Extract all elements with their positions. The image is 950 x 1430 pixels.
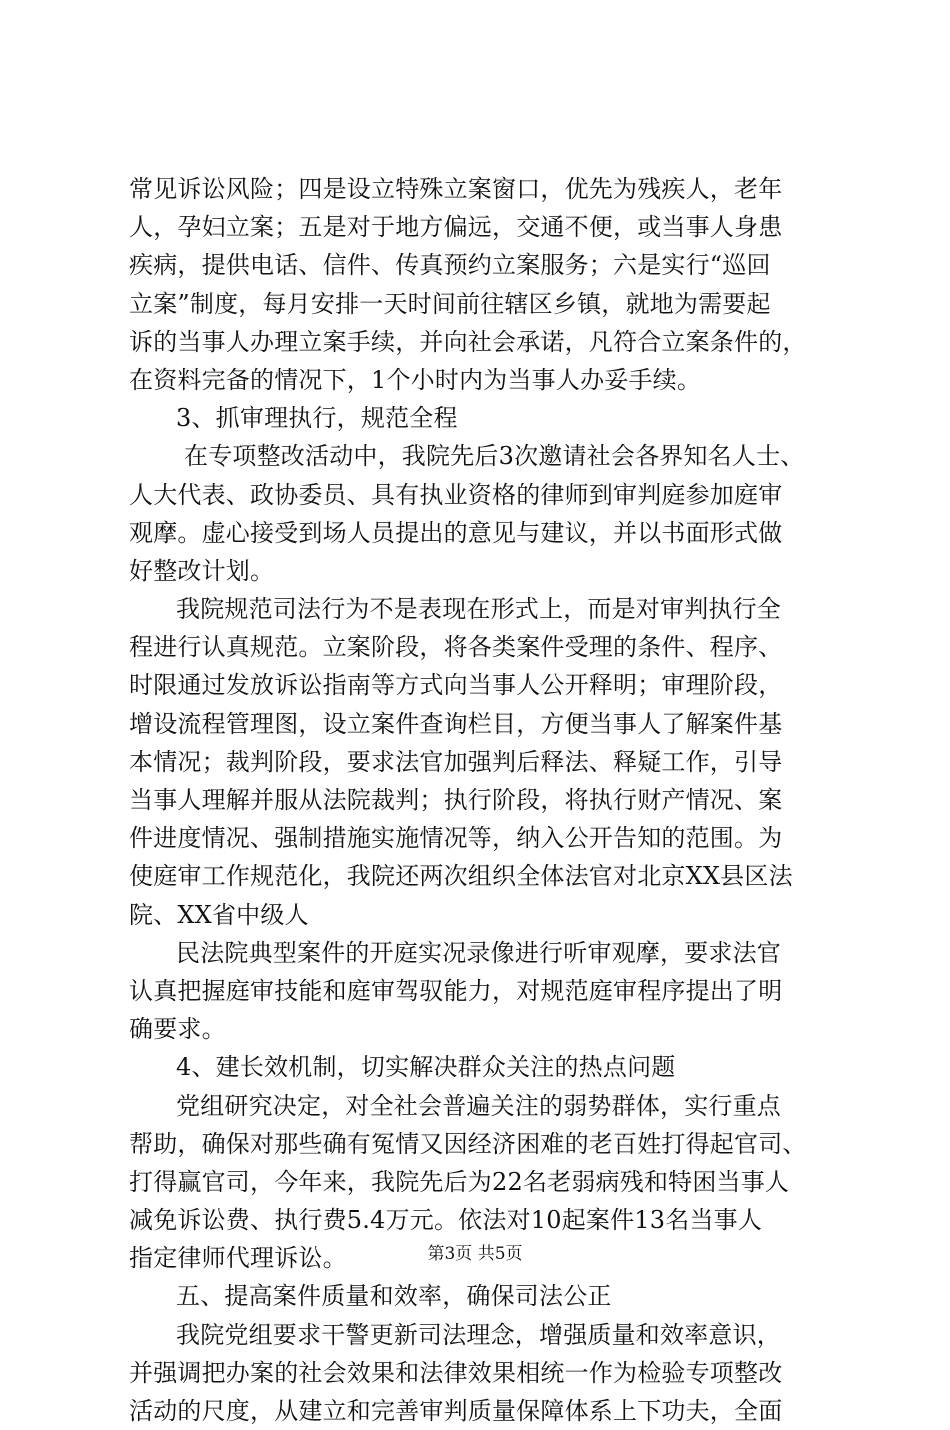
- text-line: 民法院典型案件的开庭实况录像进行听审观摩，要求法官: [176, 938, 781, 967]
- text-line: 确要求。: [129, 1015, 226, 1044]
- text-line: 在专项整改活动中，我院先后3次邀请社会各界知名人士、: [184, 442, 805, 471]
- page-number-footer: 第3页 共5页: [427, 1244, 523, 1264]
- text-line: 好整改计划。: [129, 556, 275, 585]
- text-line: 件进度情况、强制措施实施情况等，纳入公开告知的范围。为: [129, 824, 783, 853]
- text-line: 院、XX省中级人: [129, 900, 309, 929]
- text-line: 党组研究决定，对全社会普遍关注的弱势群体，实行重点: [176, 1091, 781, 1120]
- text-line: 诉的当事人办理立案手续，并向社会承诺，凡符合立案条件的，: [129, 327, 807, 356]
- text-line: 增设流程管理图，设立案件查询栏目，方便当事人了解案件基: [129, 709, 783, 738]
- text-line: 在资料完备的情况下，1个小时内为当事人办妥手续。: [129, 365, 702, 394]
- text-line: 程进行认真规范。立案阶段，将各类案件受理的条件、程序、: [129, 633, 783, 662]
- text-line: 减免诉讼费、执行费5.4万元。依法对10起案件13名当事人: [129, 1206, 763, 1235]
- text-line: 观摩。虚心接受到场人员提出的意见与建议，并以书面形式做: [129, 518, 783, 547]
- section-heading: 3、抓审理执行，规范全程: [176, 404, 458, 433]
- text-line: 时限通过发放诉讼指南等方式向当事人公开释明；审理阶段，: [129, 671, 783, 700]
- text-line: 指定律师代理诉讼。: [129, 1244, 347, 1273]
- text-line: 人大代表、政协委员、具有执业资格的律师到审判庭参加庭审: [129, 480, 783, 509]
- section-heading: 4、建长效机制，切实解决群众关注的热点问题: [176, 1053, 676, 1082]
- text-line: 当事人理解并服从法院裁判；执行阶段，将执行财产情况、案: [129, 786, 783, 814]
- text-line: 立案”制度，每月安排一天时间前往辖区乡镇，就地为需要起: [129, 289, 771, 318]
- text-line: 打得赢官司，今年来，我院先后为22名老弱病残和特困当事人: [129, 1167, 790, 1196]
- text-line: 认真把握庭审技能和庭审驾驭能力，对规范庭审程序提出了明: [129, 976, 783, 1005]
- text-line: 我院规范司法行为不是表现在形式上，而是对审判执行全: [176, 595, 781, 624]
- text-line: 本情况；裁判阶段，要求法官加强判后释法、释疑工作，引导: [129, 747, 783, 776]
- text-line: 常见诉讼风险；四是设立特殊立案窗口，优先为残疾人，老年: [129, 175, 783, 203]
- text-line: 人，孕妇立案；五是对于地方偏远，交通不便，或当事人身患: [129, 213, 783, 242]
- text-line: 帮助，确保对那些确有冤情又因经济困难的老百姓打得起官司、: [129, 1129, 807, 1158]
- text-line: 活动的尺度，从建立和完善审判质量保障体系上下功夫，全面: [129, 1397, 783, 1425]
- text-line: 疾病，提供电话、信件、传真预约立案服务；六是实行“巡回: [129, 251, 771, 280]
- text-line: 并强调把办案的社会效果和法律效果相统一作为检验专项整改: [129, 1358, 783, 1387]
- text-line: 使庭审工作规范化，我院还两次组织全体法官对北京XX县区法: [129, 862, 793, 891]
- text-line: 我院党组要求干警更新司法理念，增强质量和效率意识，: [176, 1320, 781, 1349]
- body-text: [129, 170, 829, 1430]
- section-heading: 五、提高案件质量和效率，确保司法公正: [176, 1282, 612, 1311]
